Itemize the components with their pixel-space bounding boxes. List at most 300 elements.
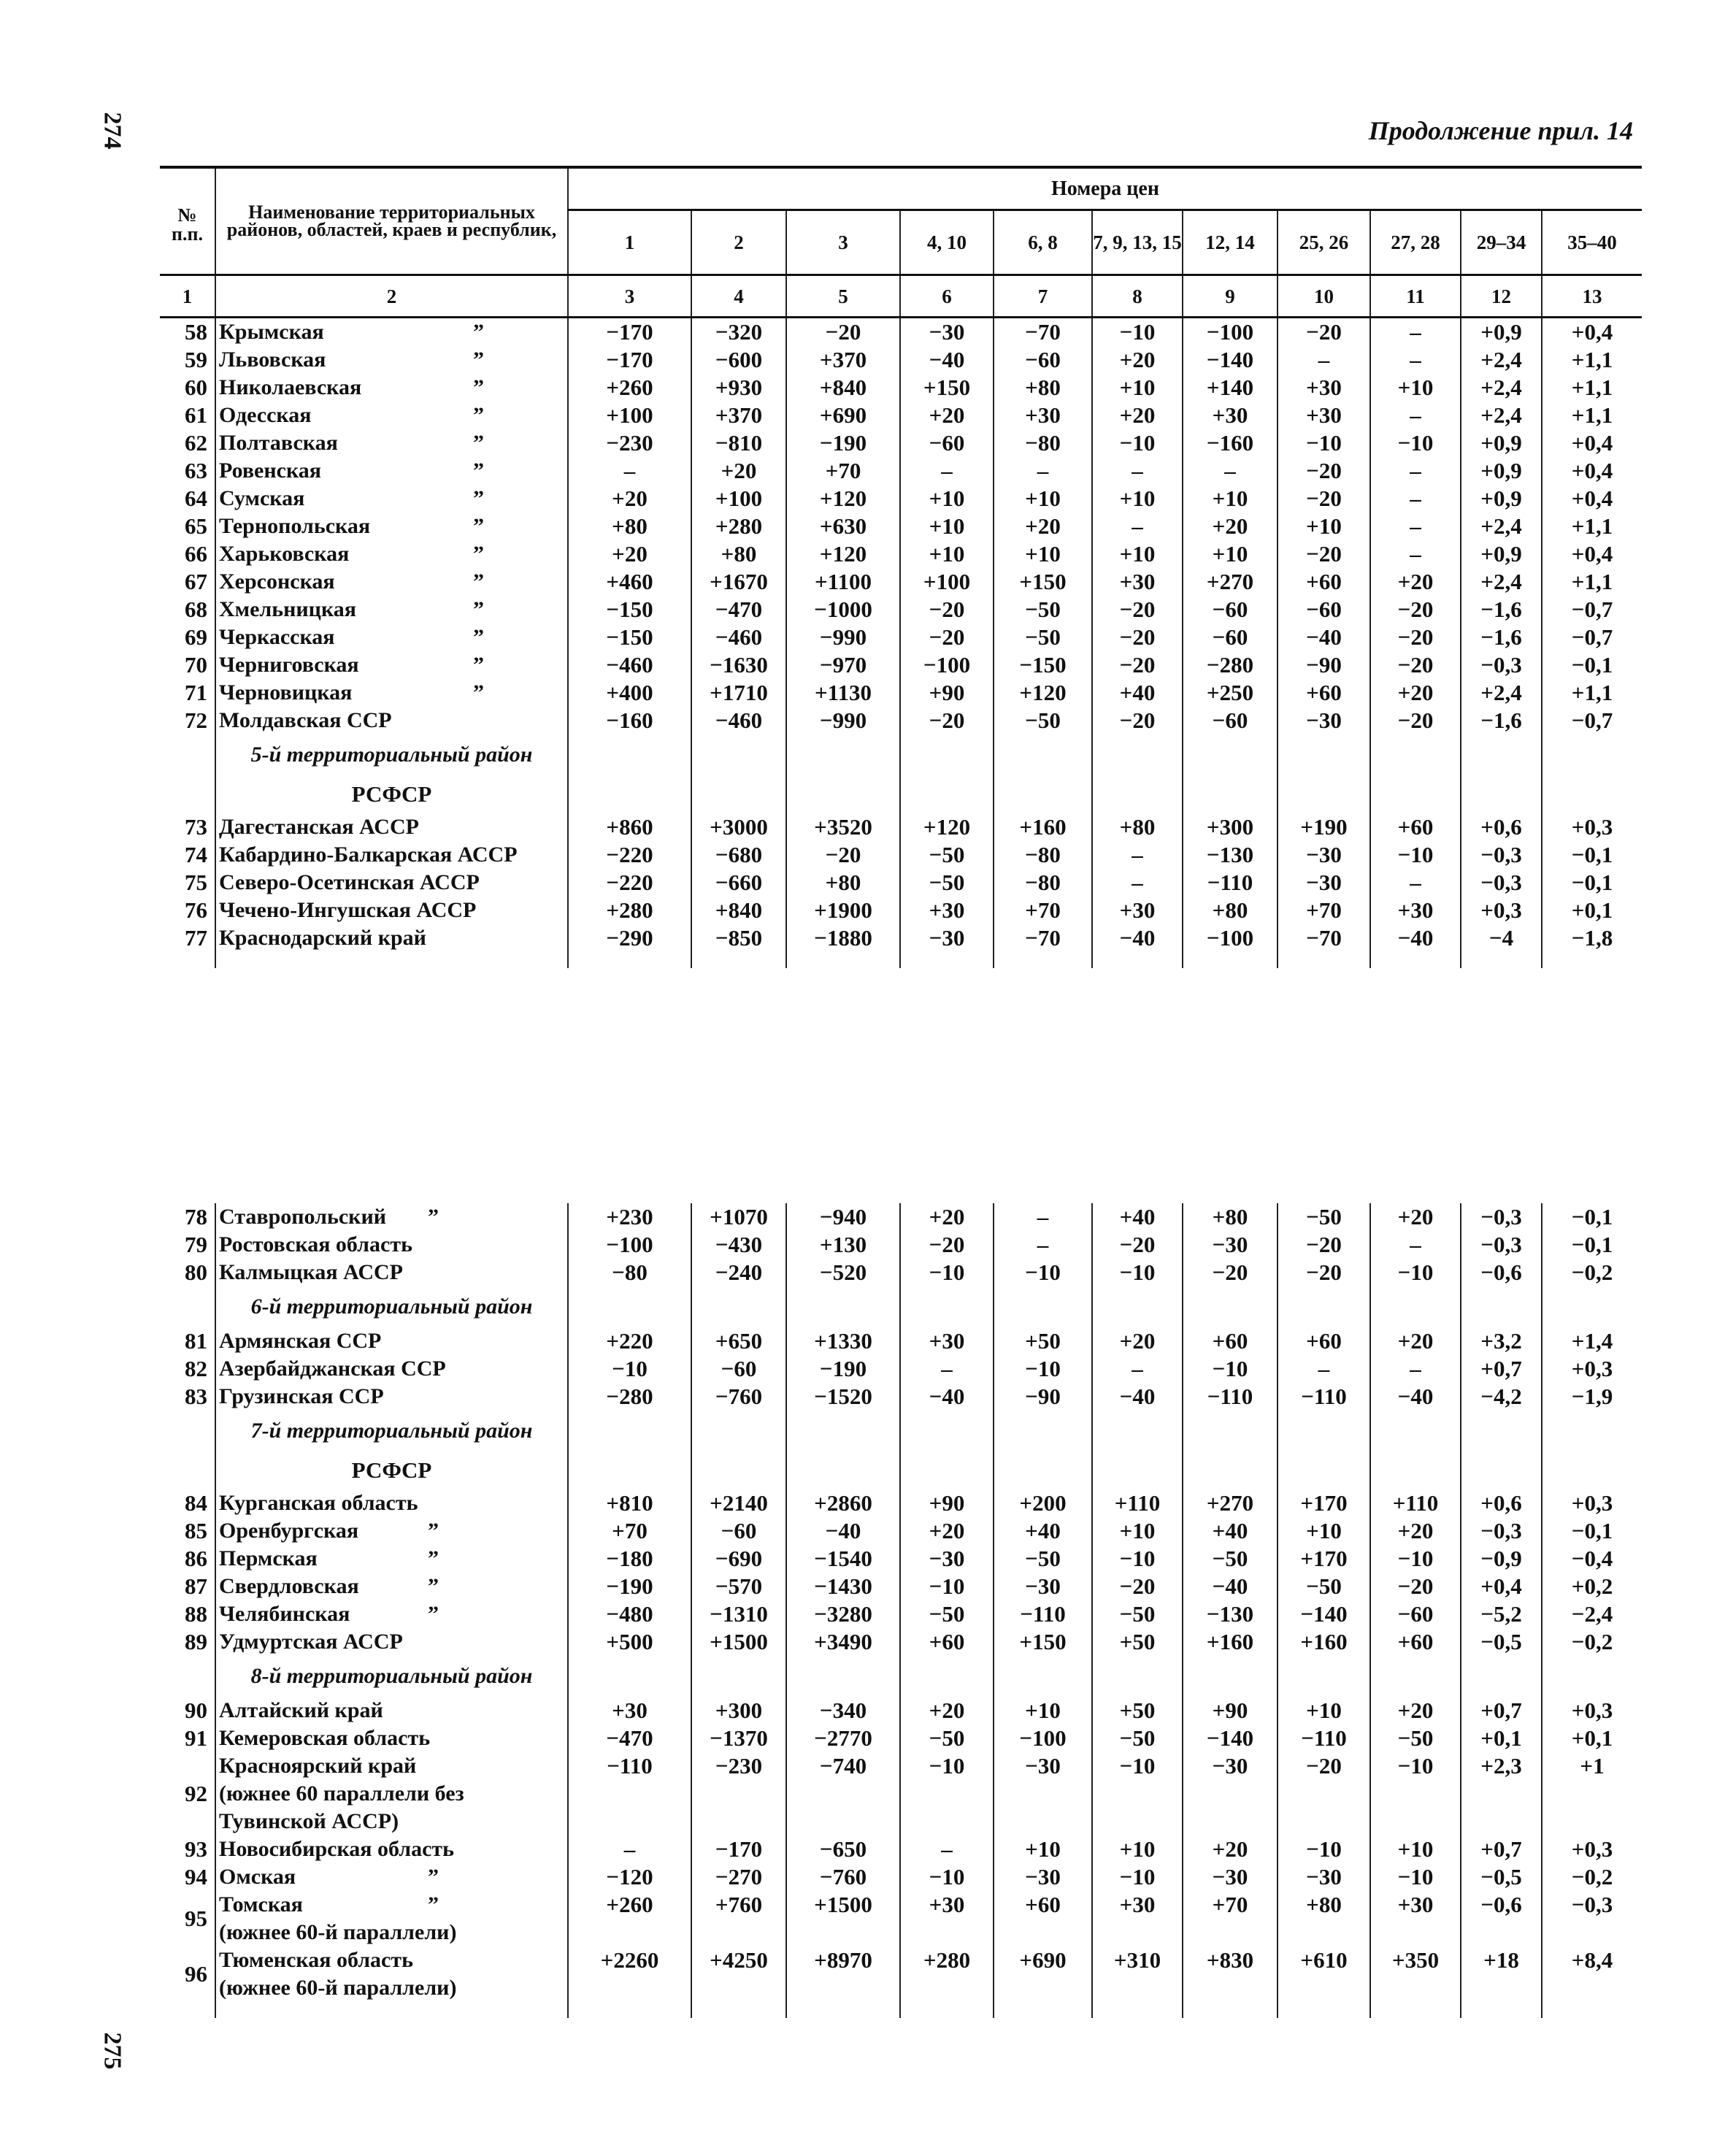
- price-change-cell: −20: [786, 841, 900, 869]
- empty-cell: [568, 734, 691, 775]
- empty-cell: [994, 952, 1092, 968]
- price-change-cell: −0,3: [1461, 651, 1542, 679]
- price-change-cell: +20: [1092, 1327, 1183, 1355]
- price-change-cell: +0,6: [1461, 813, 1542, 841]
- empty-cell: [568, 1411, 691, 1451]
- price-change-cell: −20: [1092, 624, 1183, 651]
- price-change-cell: −110: [1183, 869, 1278, 897]
- price-change-cell: −990: [786, 707, 900, 734]
- header-column-number: 6: [900, 275, 994, 318]
- price-change-cell: +20: [691, 457, 786, 485]
- price-change-cell: +10: [1278, 513, 1370, 540]
- price-change-cell: +10: [1183, 485, 1278, 513]
- price-change-cell: +130: [786, 1231, 900, 1259]
- territorial-district-title: 6-й территориальный район: [215, 1286, 568, 1327]
- price-change-cell: +0,1: [1542, 897, 1642, 924]
- ditto-mark: ”: [473, 514, 484, 538]
- region-name-line: Тернопольская: [219, 514, 371, 538]
- price-change-cell: +4250: [691, 1946, 786, 2002]
- region-name-line: Ростовская область: [219, 1232, 412, 1257]
- header-column-number: 9: [1183, 275, 1278, 318]
- price-change-cell: +650: [691, 1327, 786, 1355]
- price-change-cell: +30: [994, 402, 1092, 429]
- price-change-cell: +0,3: [1542, 1835, 1642, 1863]
- price-adjustment-table-top: [160, 166, 1642, 968]
- header-column-number: 7: [994, 275, 1092, 318]
- price-change-cell: +150: [994, 568, 1092, 596]
- row-number: 83: [185, 1384, 207, 1409]
- table-row: [160, 1835, 1642, 1863]
- price-change-cell: +10: [994, 540, 1092, 568]
- row-number: 63: [185, 458, 207, 483]
- header-price-column: 29–34: [1461, 210, 1542, 275]
- price-change-cell: –: [1370, 457, 1461, 485]
- price-change-cell: −20: [1278, 1231, 1370, 1259]
- price-change-cell: −10: [1370, 429, 1461, 457]
- price-change-cell: −170: [568, 346, 691, 374]
- empty-cell: [1461, 1656, 1542, 1697]
- section-subheading: [160, 1451, 1642, 1489]
- price-change-cell: +80: [691, 540, 786, 568]
- price-change-cell: +300: [1183, 813, 1278, 841]
- empty-cell: [1542, 2002, 1642, 2018]
- price-change-cell: −1880: [786, 924, 900, 952]
- empty-cell: [691, 952, 786, 968]
- price-change-cell: −850: [691, 924, 786, 952]
- empty-cell: [1370, 2002, 1461, 2018]
- price-change-cell: −10: [1278, 429, 1370, 457]
- price-change-cell: −60: [1183, 707, 1278, 734]
- empty-cell: [1092, 952, 1183, 968]
- price-change-cell: +50: [1092, 1697, 1183, 1725]
- region-name-line: (южнее 60-й параллели): [219, 1976, 457, 2000]
- price-change-cell: −10: [1370, 1752, 1461, 1835]
- price-change-cell: −230: [691, 1752, 786, 1835]
- price-change-cell: −60: [691, 1517, 786, 1545]
- price-change-cell: –: [1183, 457, 1278, 485]
- price-change-cell: +20: [994, 513, 1092, 540]
- price-change-cell: −90: [1278, 651, 1370, 679]
- price-change-cell: −60: [1183, 624, 1278, 651]
- empty-cell: [1542, 1286, 1642, 1327]
- price-change-cell: –: [1370, 485, 1461, 513]
- price-change-cell: −80: [568, 1259, 691, 1286]
- price-change-cell: −0,6: [1461, 1891, 1542, 1946]
- price-change-cell: +630: [786, 513, 900, 540]
- price-change-cell: +930: [691, 374, 786, 402]
- territorial-district-title: 5-й территориальный район: [215, 734, 568, 775]
- price-change-cell: +10: [900, 485, 994, 513]
- ditto-mark: ”: [473, 597, 484, 621]
- table-row: [160, 513, 1642, 540]
- empty-cell: [1370, 1286, 1461, 1327]
- price-change-cell: −1310: [691, 1600, 786, 1628]
- price-change-cell: –: [900, 1355, 994, 1383]
- price-change-cell: +30: [900, 1327, 994, 1355]
- price-change-cell: −1,9: [1542, 1383, 1642, 1411]
- price-change-cell: +830: [1183, 1946, 1278, 2002]
- region-name-line: Кабардино-Балкарская АССР: [219, 843, 518, 867]
- price-change-cell: −460: [568, 651, 691, 679]
- price-change-cell: −10: [1278, 1835, 1370, 1863]
- price-change-cell: −460: [691, 707, 786, 734]
- region-name-line: Краснодарский край: [219, 926, 426, 950]
- table-row: [160, 1231, 1642, 1259]
- price-change-cell: −320: [691, 318, 786, 347]
- header-column-number: 1: [160, 275, 215, 318]
- price-change-cell: −1,6: [1461, 596, 1542, 624]
- region-name: [215, 651, 568, 679]
- republic-title: РСФСР: [215, 1451, 568, 1489]
- price-change-cell: −10: [900, 1259, 994, 1286]
- price-change-cell: +0,1: [1461, 1725, 1542, 1752]
- price-change-cell: −0,1: [1542, 1517, 1642, 1545]
- row-number: 74: [185, 842, 207, 867]
- region-name: [215, 1231, 568, 1259]
- price-change-cell: −80: [994, 841, 1092, 869]
- table-row: [160, 1355, 1642, 1383]
- price-change-cell: −20: [900, 1231, 994, 1259]
- price-change-cell: +80: [1183, 897, 1278, 924]
- price-change-cell: −40: [1370, 924, 1461, 952]
- price-change-cell: −110: [994, 1600, 1092, 1628]
- price-change-cell: −10: [1370, 1259, 1461, 1286]
- price-change-cell: −0,2: [1542, 1628, 1642, 1656]
- price-change-cell: −460: [691, 624, 786, 651]
- price-change-cell: −170: [568, 318, 691, 347]
- empty-cell: [1092, 1411, 1183, 1451]
- price-change-cell: −30: [994, 1863, 1092, 1891]
- region-name: [215, 429, 568, 457]
- price-change-cell: +1,1: [1542, 679, 1642, 707]
- price-change-cell: −110: [568, 1752, 691, 1835]
- price-change-cell: −680: [691, 841, 786, 869]
- price-change-cell: +2,4: [1461, 568, 1542, 596]
- price-change-cell: +60: [1278, 568, 1370, 596]
- price-change-cell: +20: [1183, 513, 1278, 540]
- table-row: [160, 1489, 1642, 1517]
- price-change-cell: −60: [1183, 596, 1278, 624]
- empty-cell: [1183, 952, 1278, 968]
- empty-cell: [994, 1286, 1092, 1327]
- region-name-line: Львовская: [219, 348, 326, 372]
- price-change-cell: −50: [1278, 1573, 1370, 1600]
- price-change-cell: +30: [1183, 402, 1278, 429]
- empty-cell: [1461, 2002, 1542, 2018]
- region-name-line: Омская: [219, 1865, 296, 1889]
- price-change-cell: +1,1: [1542, 402, 1642, 429]
- price-change-cell: +60: [1278, 1327, 1370, 1355]
- price-change-cell: +100: [691, 485, 786, 513]
- territorial-district-title: 8-й территориальный район: [215, 1656, 568, 1697]
- price-change-cell: −340: [786, 1697, 900, 1725]
- price-change-cell: −30: [1278, 1863, 1370, 1891]
- price-change-cell: +2,4: [1461, 513, 1542, 540]
- price-change-cell: +40: [994, 1517, 1092, 1545]
- region-name: [215, 624, 568, 651]
- price-change-cell: –: [1370, 869, 1461, 897]
- region-name-line: Тувинской АССР): [219, 1809, 399, 1833]
- region-name-line: Красноярский край: [219, 1754, 417, 1778]
- region-name-line: Оренбургская: [219, 1519, 359, 1543]
- price-change-cell: +10: [1092, 374, 1183, 402]
- table-row: [160, 568, 1642, 596]
- price-change-cell: –: [1092, 457, 1183, 485]
- price-change-cell: −50: [900, 1600, 994, 1628]
- header-price-column: 1: [568, 210, 691, 275]
- price-change-cell: +20: [900, 1203, 994, 1231]
- price-change-cell: +690: [786, 402, 900, 429]
- row-number: 84: [185, 1490, 207, 1516]
- price-change-cell: +170: [1278, 1545, 1370, 1573]
- price-change-cell: –: [1370, 1231, 1461, 1259]
- empty-cell: [1461, 952, 1542, 968]
- price-change-cell: +30: [1092, 897, 1183, 924]
- table-row: [160, 1259, 1642, 1286]
- empty-cell: [215, 952, 568, 968]
- row-number: 93: [185, 1836, 207, 1862]
- row-number: 64: [185, 486, 207, 511]
- region-name: [215, 1628, 568, 1656]
- price-change-cell: +80: [994, 374, 1092, 402]
- price-change-cell: −970: [786, 651, 900, 679]
- empty-cell: [160, 1411, 215, 1451]
- empty-cell: [1370, 1451, 1461, 1489]
- row-number: 88: [185, 1601, 207, 1627]
- row-number: 80: [185, 1259, 207, 1285]
- empty-cell: [900, 1451, 994, 1489]
- price-change-cell: −190: [786, 429, 900, 457]
- price-change-cell: −40: [1278, 624, 1370, 651]
- empty-cell: [786, 1286, 900, 1327]
- price-change-cell: −30: [994, 1573, 1092, 1600]
- price-change-cell: +60: [1370, 1628, 1461, 1656]
- row-number: 96: [185, 1961, 207, 1987]
- price-change-cell: +20: [1370, 1697, 1461, 1725]
- price-change-cell: +270: [1183, 568, 1278, 596]
- ditto-mark: ”: [473, 348, 484, 372]
- empty-cell: [1278, 952, 1370, 968]
- price-change-cell: −10: [1370, 1863, 1461, 1891]
- empty-cell: [160, 1451, 215, 1489]
- table-row: [160, 1628, 1642, 1656]
- table-bottom-spacer: [160, 2002, 1642, 2018]
- price-change-cell: +190: [1278, 813, 1370, 841]
- price-change-cell: +10: [900, 540, 994, 568]
- price-change-cell: −50: [900, 869, 994, 897]
- header-price-column: 3: [786, 210, 900, 275]
- price-change-cell: +50: [1092, 1628, 1183, 1656]
- price-change-cell: +2,3: [1461, 1752, 1542, 1835]
- ditto-mark: ”: [428, 1546, 439, 1570]
- region-name: [215, 1327, 568, 1355]
- price-change-cell: +20: [1370, 1327, 1461, 1355]
- price-change-cell: +60: [1370, 813, 1461, 841]
- row-number: 79: [185, 1232, 207, 1257]
- region-name: [215, 485, 568, 513]
- price-change-cell: +20: [900, 1697, 994, 1725]
- price-change-cell: −600: [691, 346, 786, 374]
- price-change-cell: +90: [900, 1489, 994, 1517]
- price-change-cell: −140: [1278, 1600, 1370, 1628]
- empty-cell: [786, 1411, 900, 1451]
- price-change-cell: −30: [900, 318, 994, 347]
- price-change-cell: +310: [1092, 1946, 1183, 2002]
- empty-cell: [786, 1656, 900, 1697]
- empty-cell: [1278, 1411, 1370, 1451]
- price-change-cell: −0,1: [1542, 1203, 1642, 1231]
- price-change-cell: −0,2: [1542, 1259, 1642, 1286]
- empty-cell: [1183, 734, 1278, 775]
- region-name: [215, 374, 568, 402]
- price-change-cell: +0,2: [1542, 1573, 1642, 1600]
- price-change-cell: –: [1092, 513, 1183, 540]
- price-change-cell: +610: [1278, 1946, 1370, 2002]
- price-change-cell: −0,7: [1542, 707, 1642, 734]
- price-change-cell: −60: [691, 1355, 786, 1383]
- region-name-line: Черновицкая: [219, 680, 353, 705]
- price-change-cell: −70: [994, 318, 1092, 347]
- price-change-cell: +1710: [691, 679, 786, 707]
- table-row: [160, 540, 1642, 568]
- price-change-cell: −0,3: [1461, 869, 1542, 897]
- price-change-cell: +10: [1278, 1697, 1370, 1725]
- price-change-cell: −50: [1370, 1725, 1461, 1752]
- price-change-cell: −940: [786, 1203, 900, 1231]
- region-name: [215, 924, 568, 952]
- price-change-cell: −180: [568, 1545, 691, 1573]
- table-bottom-spacer: [160, 952, 1642, 968]
- empty-cell: [1542, 1451, 1642, 1489]
- empty-cell: [900, 952, 994, 968]
- region-name: [215, 1863, 568, 1891]
- price-change-cell: –: [1370, 346, 1461, 374]
- price-change-cell: −1,6: [1461, 707, 1542, 734]
- price-change-cell: +300: [691, 1697, 786, 1725]
- price-change-cell: −30: [1278, 707, 1370, 734]
- price-change-cell: +60: [1278, 679, 1370, 707]
- price-change-cell: −480: [568, 1600, 691, 1628]
- price-change-cell: +350: [1370, 1946, 1461, 2002]
- price-change-cell: +60: [900, 1628, 994, 1656]
- price-change-cell: +120: [786, 540, 900, 568]
- price-change-cell: +20: [900, 1517, 994, 1545]
- region-name: [215, 568, 568, 596]
- price-change-cell: +90: [1183, 1697, 1278, 1725]
- price-change-cell: +500: [568, 1628, 691, 1656]
- price-change-cell: −0,3: [1461, 841, 1542, 869]
- row-number: 72: [185, 707, 207, 733]
- price-change-cell: −230: [568, 429, 691, 457]
- price-change-cell: +2,4: [1461, 679, 1542, 707]
- table-row: [160, 596, 1642, 624]
- empty-cell: [900, 775, 994, 813]
- table-row: [160, 707, 1642, 734]
- price-change-cell: +0,4: [1542, 540, 1642, 568]
- row-number: 66: [185, 541, 207, 567]
- price-change-cell: +0,9: [1461, 318, 1542, 347]
- region-name: [215, 1946, 568, 2002]
- region-name: [215, 596, 568, 624]
- price-change-cell: +20: [1370, 1203, 1461, 1231]
- empty-cell: [691, 1411, 786, 1451]
- price-change-cell: −20: [1370, 596, 1461, 624]
- empty-cell: [1370, 1656, 1461, 1697]
- price-change-cell: −20: [1370, 651, 1461, 679]
- region-name: [215, 346, 568, 374]
- price-change-cell: +120: [786, 485, 900, 513]
- empty-cell: [900, 1286, 994, 1327]
- price-change-cell: +0,4: [1542, 318, 1642, 347]
- region-name-line: Харьковская: [219, 542, 350, 566]
- price-change-cell: +10: [1183, 540, 1278, 568]
- price-change-cell: −10: [900, 1573, 994, 1600]
- row-number: 68: [185, 596, 207, 622]
- price-change-cell: −690: [691, 1545, 786, 1573]
- price-change-cell: –: [900, 457, 994, 485]
- price-change-cell: +18: [1461, 1946, 1542, 2002]
- price-change-cell: +70: [994, 897, 1092, 924]
- price-change-cell: −20: [900, 707, 994, 734]
- price-change-cell: −50: [900, 841, 994, 869]
- price-change-cell: −0,1: [1542, 841, 1642, 869]
- price-change-cell: −1430: [786, 1573, 900, 1600]
- price-change-cell: −100: [1183, 318, 1278, 347]
- price-change-cell: +40: [1092, 679, 1183, 707]
- price-change-cell: −50: [994, 596, 1092, 624]
- row-number: 90: [185, 1697, 207, 1723]
- price-change-cell: +0,3: [1542, 1489, 1642, 1517]
- price-change-cell: −20: [1092, 1573, 1183, 1600]
- table-row: [160, 1863, 1642, 1891]
- price-change-cell: −0,5: [1461, 1863, 1542, 1891]
- price-change-cell: +0,7: [1461, 1697, 1542, 1725]
- price-change-cell: +8970: [786, 1946, 900, 2002]
- region-name-line: Курганская область: [219, 1491, 418, 1515]
- header-price-column: 2: [691, 210, 786, 275]
- row-number: 61: [185, 402, 207, 428]
- price-change-cell: +1900: [786, 897, 900, 924]
- price-change-cell: +10: [1370, 1835, 1461, 1863]
- table-row: [160, 924, 1642, 952]
- table-row: [160, 1891, 1642, 1946]
- region-name-line: Черниговская: [219, 653, 359, 677]
- row-number: 62: [185, 430, 207, 456]
- ditto-mark: ”: [428, 1519, 439, 1543]
- price-change-cell: −10: [994, 1355, 1092, 1383]
- region-name-line: (южнее 60 параллели без: [219, 1781, 464, 1806]
- price-change-cell: +840: [786, 374, 900, 402]
- price-change-cell: +80: [1278, 1891, 1370, 1946]
- region-name: [215, 1355, 568, 1383]
- row-number: 59: [185, 347, 207, 372]
- empty-cell: [1461, 1286, 1542, 1327]
- region-name-line: Сумская: [219, 486, 305, 510]
- price-change-cell: −0,9: [1461, 1545, 1542, 1573]
- price-change-cell: +20: [1370, 1517, 1461, 1545]
- price-change-cell: −660: [691, 869, 786, 897]
- empty-cell: [1183, 1656, 1278, 1697]
- price-change-cell: −810: [691, 429, 786, 457]
- price-change-cell: −2770: [786, 1725, 900, 1752]
- empty-cell: [568, 2002, 691, 2018]
- header-price-column: 12, 14: [1183, 210, 1278, 275]
- price-change-cell: +40: [1183, 1517, 1278, 1545]
- price-change-cell: −20: [1278, 318, 1370, 347]
- running-head: Продолжение прил. 14: [1368, 116, 1633, 145]
- price-change-cell: −60: [1278, 596, 1370, 624]
- empty-cell: [1461, 775, 1542, 813]
